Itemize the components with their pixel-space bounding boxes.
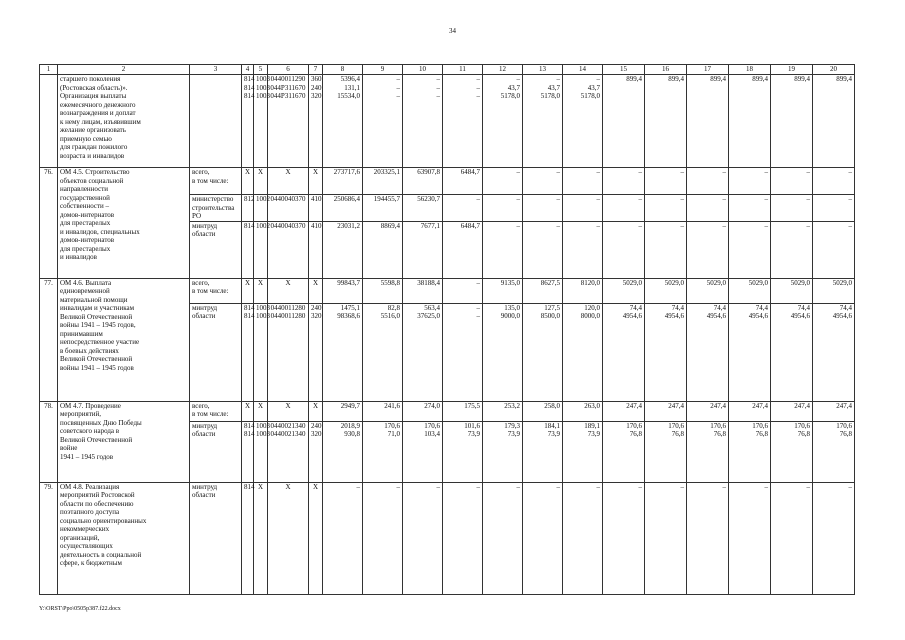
amount-cell: 899,4 (645, 75, 687, 168)
description-line: деятельность в социальной (60, 550, 142, 559)
budget-code-cell: 360 240 320 (309, 75, 323, 168)
amount-cell: 170,6 76,8 (603, 421, 645, 482)
description-line: непосредственное участие (60, 338, 140, 346)
amount-cell: – (483, 168, 523, 195)
amount-cell: 2949,7 (323, 401, 363, 421)
description-line: домов-интернатов (60, 210, 115, 219)
budget-code-cell: X (254, 278, 268, 303)
budget-code-cell: X (309, 278, 323, 303)
amount-cell: 273717,6 (323, 168, 363, 195)
description-line: домов-интернатов (60, 236, 115, 244)
amount-cell: – (813, 195, 855, 222)
amount-cell: 899,4 (771, 75, 813, 168)
budget-table (39, 64, 855, 595)
description-line: и инвалидов, специальных (60, 227, 140, 236)
amount-cell: – (687, 221, 729, 278)
description-line: для престарелых (60, 244, 111, 253)
budget-code-cell: 0440040370 (268, 221, 309, 278)
amount-cell: 5029,0 (645, 278, 687, 303)
description-line: Великой Отечественной (60, 355, 133, 363)
description-line: государственной (60, 193, 110, 202)
page-number: 34 (449, 27, 456, 35)
amount-cell: 179,3 73,9 (483, 421, 523, 482)
amount-cell: – (603, 482, 645, 594)
description-line: приемную семью (60, 134, 112, 143)
budget-code-cell: 814 (242, 221, 254, 278)
amount-cell: – (813, 221, 855, 278)
description-line: ОМ 4.7. Проведение (60, 401, 121, 410)
description-line: Великой Отечественной (60, 312, 133, 321)
amount-cell: 63907,8 (403, 168, 443, 195)
budget-code-cell: 1003 1003 1003 (254, 75, 268, 168)
budget-code-cell: 240 320 (309, 303, 323, 401)
amount-cell: 38188,4 (403, 278, 443, 303)
table-row (40, 75, 855, 168)
column-number: 13 (523, 65, 563, 75)
budget-code-cell: 0440021340 0440021340 (268, 421, 309, 482)
executor-label (190, 75, 242, 168)
amount-cell: – (523, 168, 563, 195)
description-line: к нему лицам, изъявившим (60, 117, 141, 126)
description-line: ОМ 4.6. Выплата (60, 278, 112, 287)
amount-cell: – (443, 482, 483, 594)
column-number: 1 (40, 65, 58, 75)
activity-description (58, 168, 190, 279)
executor-label: минтруд области (190, 482, 242, 594)
amount-cell: 74,4 4954,6 (687, 303, 729, 401)
column-number: 12 (483, 65, 523, 75)
budget-code-cell: X (268, 401, 309, 421)
description-line: единовременной (60, 287, 110, 295)
table-row (40, 482, 855, 594)
amount-cell: 99843,7 (323, 278, 363, 303)
amount-cell: 120,0 8000,0 (563, 303, 603, 401)
amount-cell: 899,4 (729, 75, 771, 168)
description-line: принимавшим (60, 329, 103, 338)
column-number: 2 (58, 65, 190, 75)
executor-label: минтруд области (190, 303, 242, 401)
amount-cell: – (771, 168, 813, 195)
amount-cell: – (729, 168, 771, 195)
amount-cell: – 43,7 5178,0 (563, 75, 603, 168)
budget-code-cell: 814 (242, 482, 254, 594)
amount-cell: 8869,4 (363, 221, 403, 278)
amount-cell: – (443, 278, 483, 303)
table-row (40, 401, 855, 421)
column-number: 9 (363, 65, 403, 75)
column-number: 17 (687, 65, 729, 75)
amount-cell: 184,1 73,9 (523, 421, 563, 482)
description-line: старшего поколения (60, 75, 121, 83)
budget-code-cell: X (309, 482, 323, 594)
budget-code-cell: 0440040370 (268, 195, 309, 222)
amount-cell: 253,2 (483, 401, 523, 421)
amount-cell: – – (443, 303, 483, 401)
amount-cell: 250686,4 (323, 195, 363, 222)
budget-code-cell: 1002 (254, 221, 268, 278)
amount-cell: – (813, 168, 855, 195)
amount-cell: – (523, 482, 563, 594)
budget-code-cell: 1003 1003 (254, 303, 268, 401)
amount-cell: – (603, 221, 645, 278)
amount-cell: – (729, 195, 771, 222)
amount-cell: 194455,7 (363, 195, 403, 222)
description-line: социально ориентированных (60, 516, 147, 525)
description-line: ОМ 4.5. Строительство (60, 168, 130, 176)
amount-cell: 74,4 4954,6 (603, 303, 645, 401)
amount-cell: – (645, 482, 687, 594)
description-line: в боевых действиях (60, 346, 119, 355)
budget-code-cell: X (268, 482, 309, 594)
budget-code-cell: 814 814 (242, 303, 254, 401)
amount-cell: 203325,1 (363, 168, 403, 195)
table-row (40, 278, 855, 303)
budget-code-cell: X (242, 278, 254, 303)
description-line: мероприятий Ростовской (60, 491, 135, 499)
amount-cell: 101,6 73,9 (443, 421, 483, 482)
amount-cell: – (483, 221, 523, 278)
amount-cell: 5029,0 (813, 278, 855, 303)
description-line: направленности (60, 185, 109, 193)
description-line: возраста и инвалидов (60, 151, 125, 160)
amount-cell: – (403, 482, 443, 594)
amount-cell: – 43,7 5178,0 (483, 75, 523, 168)
description-line: войне (60, 444, 78, 452)
amount-cell: 74,4 4954,6 (729, 303, 771, 401)
row-number: 79. (40, 482, 58, 594)
executor-label: всего, в том числе: (190, 278, 242, 303)
amount-cell: 241,6 (363, 401, 403, 421)
amount-cell: – (363, 482, 403, 594)
amount-cell: – (813, 482, 855, 594)
activity-description (58, 75, 190, 168)
amount-cell: 5029,0 (729, 278, 771, 303)
executor-label: минтруд области (190, 421, 242, 482)
description-line: инвалидам и участникам (60, 304, 135, 312)
amount-cell: – (443, 195, 483, 222)
amount-cell: 247,4 (645, 401, 687, 421)
amount-cell: 74,4 4954,6 (813, 303, 855, 401)
amount-cell: – (729, 221, 771, 278)
budget-code-cell: 240 320 (309, 421, 323, 482)
column-number-row (40, 65, 855, 75)
amount-cell: 74,4 4954,6 (771, 303, 813, 401)
amount-cell: 189,1 73,9 (563, 421, 603, 482)
budget-code-cell: 410 (309, 195, 323, 222)
description-line: и инвалидов (60, 253, 97, 261)
amount-cell: – (771, 482, 813, 594)
description-line: для престарелых (60, 219, 111, 227)
column-number: 19 (771, 65, 813, 75)
budget-code-cell: 410 (309, 221, 323, 278)
budget-code-cell: 814 814 814 (242, 75, 254, 168)
amount-cell: 56230,7 (403, 195, 443, 222)
description-line: поэтапного доступа (60, 508, 120, 516)
budget-code-cell: X (309, 401, 323, 421)
amount-cell: 170,6 103,4 (403, 421, 443, 482)
description-line: области по обеспечению (60, 499, 134, 508)
row-number (40, 75, 58, 168)
amount-cell: – (771, 195, 813, 222)
amount-cell: – – – (403, 75, 443, 168)
column-number: 4 (242, 65, 254, 75)
amount-cell: – (645, 195, 687, 222)
activity-description (58, 278, 190, 401)
amount-cell: 263,0 (563, 401, 603, 421)
amount-cell: – (563, 482, 603, 594)
budget-code-cell: 1003 1003 (254, 421, 268, 482)
amount-cell: 6484,7 (443, 168, 483, 195)
amount-cell: 247,4 (729, 401, 771, 421)
budget-code-cell: X (268, 168, 309, 195)
description-line: для граждан пожилого (60, 143, 128, 151)
amount-cell: 247,4 (771, 401, 813, 421)
description-line: (Ростовская область)». (60, 83, 128, 92)
amount-cell: 175,5 (443, 401, 483, 421)
budget-code-cell: X (242, 168, 254, 195)
executor-label: всего, в том числе: (190, 168, 242, 195)
amount-cell: 5029,0 (771, 278, 813, 303)
budget-code-cell: 1002 (254, 195, 268, 222)
description-line: войны 1941 – 1945 годов (60, 363, 134, 372)
column-number: 10 (403, 65, 443, 75)
budget-code-cell: X (268, 278, 309, 303)
description-line: ОМ 4.8. Реализация (60, 482, 120, 491)
amount-cell: 563,4 37625,0 (403, 303, 443, 401)
amount-cell: 5029,0 (687, 278, 729, 303)
amount-cell: – (645, 221, 687, 278)
amount-cell: 74,4 4954,6 (645, 303, 687, 401)
description-line: 1941 – 1945 годов (60, 452, 114, 461)
column-number: 8 (323, 65, 363, 75)
amount-cell: – (603, 168, 645, 195)
amount-cell: 899,4 (603, 75, 645, 168)
description-line: советского народа в (60, 427, 120, 435)
description-line: материальной помощи (60, 295, 128, 304)
description-line: объектов социальной (60, 176, 124, 185)
amount-cell: 23031,2 (323, 221, 363, 278)
column-number: 16 (645, 65, 687, 75)
amount-cell: – (523, 221, 563, 278)
column-number: 15 (603, 65, 645, 75)
description-line: ежемесячного денежного (60, 100, 136, 109)
amount-cell: – (563, 168, 603, 195)
executor-label: минтруд области (190, 221, 242, 278)
amount-cell: – (687, 168, 729, 195)
budget-code-cell: X (254, 401, 268, 421)
amount-cell: – – – (363, 75, 403, 168)
amount-cell: – (483, 482, 523, 594)
description-line: организаций, (60, 533, 100, 542)
file-path-footer: Y:\ORST\Ppo\0505p387.f22.docx (39, 606, 121, 612)
row-number: 77. (40, 278, 58, 401)
budget-code-cell: 814 814 (242, 421, 254, 482)
amount-cell: 247,4 (813, 401, 855, 421)
amount-cell: 7677,1 (403, 221, 443, 278)
amount-cell: – (687, 482, 729, 594)
description-line: желание организовать (60, 126, 126, 134)
description-line: собственности – (60, 202, 110, 210)
amount-cell: 170,6 76,8 (687, 421, 729, 482)
amount-cell: 258,0 (523, 401, 563, 421)
description-line: вознаграждения и доплат (60, 109, 136, 117)
row-number: 78. (40, 401, 58, 482)
budget-code-cell: 0440011290 044P311670 044P311670 (268, 75, 309, 168)
description-line: мероприятий, (60, 410, 102, 418)
amount-cell: 135,0 9000,0 (483, 303, 523, 401)
column-number: 5 (254, 65, 268, 75)
amount-cell: – (771, 221, 813, 278)
amount-cell: – (729, 482, 771, 594)
amount-cell: – (523, 195, 563, 222)
amount-cell: – (687, 195, 729, 222)
column-number: 3 (190, 65, 242, 75)
amount-cell: – 43,7 5178,0 (523, 75, 563, 168)
description-line: посвященных Дню Победы (60, 418, 142, 427)
amount-cell: 6484,7 (443, 221, 483, 278)
amount-cell: 8120,0 (563, 278, 603, 303)
description-line: Великой Отечественной (60, 435, 133, 444)
amount-cell: – (323, 482, 363, 594)
amount-cell: 127,5 8500,0 (523, 303, 563, 401)
row-number: 76. (40, 168, 58, 279)
amount-cell: 899,4 (687, 75, 729, 168)
column-number: 7 (309, 65, 323, 75)
budget-code-cell: X (242, 401, 254, 421)
column-number: 6 (268, 65, 309, 75)
executor-label: всего, в том числе: (190, 401, 242, 421)
amount-cell: 5396,4 131,1 15534,0 (323, 75, 363, 168)
amount-cell: 274,0 (403, 401, 443, 421)
amount-cell: 247,4 (603, 401, 645, 421)
column-number: 14 (563, 65, 603, 75)
amount-cell: 170,6 76,8 (813, 421, 855, 482)
budget-code-cell: X (254, 482, 268, 594)
amount-cell: – (603, 195, 645, 222)
amount-cell: 82,8 5516,0 (363, 303, 403, 401)
activity-description (58, 401, 190, 482)
amount-cell: 8627,5 (523, 278, 563, 303)
description-line: осуществляющих (60, 542, 113, 550)
budget-code-cell: X (254, 168, 268, 195)
description-line: войны 1941 – 1945 годов, (60, 321, 136, 329)
amount-cell: 5598,8 (363, 278, 403, 303)
table-row (40, 168, 855, 195)
executor-label: министерство строительства РО (190, 195, 242, 222)
amount-cell: – – – (443, 75, 483, 168)
amount-cell: 9135,0 (483, 278, 523, 303)
column-number: 11 (443, 65, 483, 75)
amount-cell: 170,6 71,0 (363, 421, 403, 482)
column-number: 18 (729, 65, 771, 75)
budget-code-cell: 812 (242, 195, 254, 222)
column-number: 20 (813, 65, 855, 75)
amount-cell: 170,6 76,8 (771, 421, 813, 482)
amount-cell: 247,4 (687, 401, 729, 421)
amount-cell: 170,6 76,8 (729, 421, 771, 482)
activity-description (58, 482, 190, 594)
description-line: Организация выплаты (60, 92, 127, 100)
amount-cell: – (563, 195, 603, 222)
amount-cell: 1475,1 98368,6 (323, 303, 363, 401)
budget-code-cell: X (309, 168, 323, 195)
description-line: сфере, к бюджетным (60, 559, 122, 567)
amount-cell: 5029,0 (603, 278, 645, 303)
amount-cell: 2018,9 930,8 (323, 421, 363, 482)
description-line: некоммерческих (60, 525, 110, 533)
amount-cell: – (645, 168, 687, 195)
budget-code-cell: 0440011280 0440011280 (268, 303, 309, 401)
amount-cell: 170,6 76,8 (645, 421, 687, 482)
amount-cell: – (563, 221, 603, 278)
amount-cell: – (483, 195, 523, 222)
amount-cell: 899,4 (813, 75, 855, 168)
